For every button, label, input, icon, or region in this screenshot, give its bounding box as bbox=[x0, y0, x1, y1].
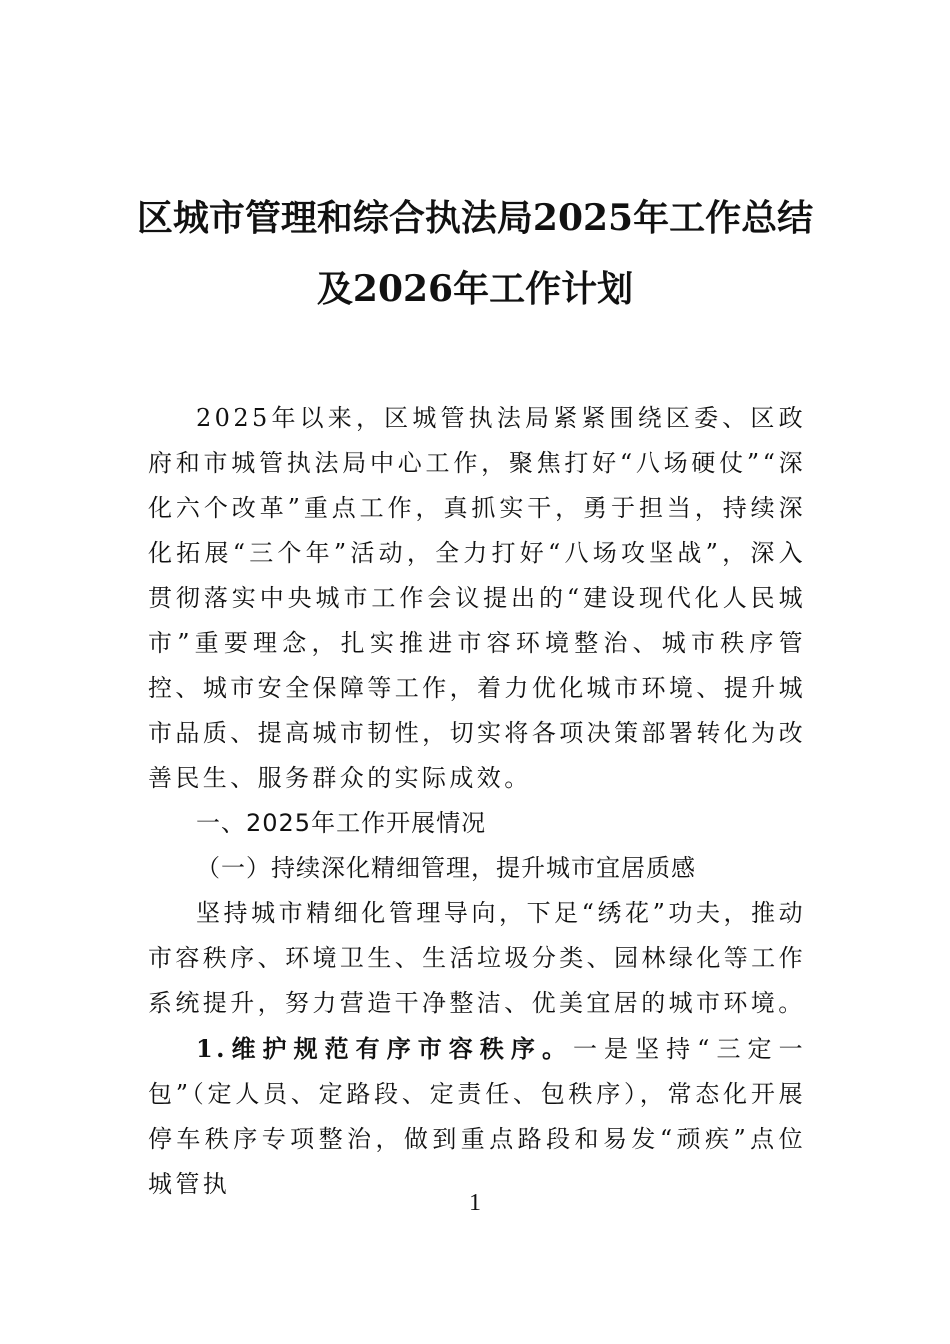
page-number: 1 bbox=[469, 1190, 481, 1216]
subsection-heading-1: （一）持续深化精细管理，提升城市宜居质感 bbox=[196, 854, 696, 882]
section-heading-1: 一、2025年工作开展情况 bbox=[196, 809, 487, 837]
document-title-line-2: 及2026年工作计划 bbox=[316, 268, 634, 310]
item-1-lead: 1.维护规范有序市容秩序。 bbox=[196, 1034, 573, 1063]
item-1-text: 一是坚持“三定一包”（定人员、定路段、定责任、包秩序），常态化开展停车秩序专项整治，做到重点路段和易发“顽疾”点位城管执 bbox=[148, 1035, 806, 1198]
item-1-paragraph bbox=[148, 1026, 806, 1207]
document-title-line-1: 区城市管理和综合执法局2025年工作总结 bbox=[136, 197, 814, 239]
document-body bbox=[148, 396, 806, 1207]
intro-paragraph: 2025年以来，区城管执法局紧紧围绕区委、区政府和市城管执法局中心工作，聚焦打好“八场硬仗”“深化六个改革”重点工作，真抓实干，勇于担当，持续深化拓展“三个年”活动，全力打好“八场攻坚战”，深入贯彻落实中央城市工作会议提出的“建设现代化人民城市”重要理念，扎实推进市容环境整治、城市秩序管控、城市安全保障等工作，着力优化城市环境、提升城市品质、提高城市韧性，切实将各项决策部署转化为改善民生、服务群众的实际成效。 bbox=[148, 404, 806, 792]
subsection-paragraph: 坚持城市精细化管理导向，下足“绣花”功夫，推动市容秩序、环境卫生、生活垃圾分类、园林绿化等工作系统提升，努力营造干净整洁、优美宜居的城市环境。 bbox=[148, 899, 806, 1017]
